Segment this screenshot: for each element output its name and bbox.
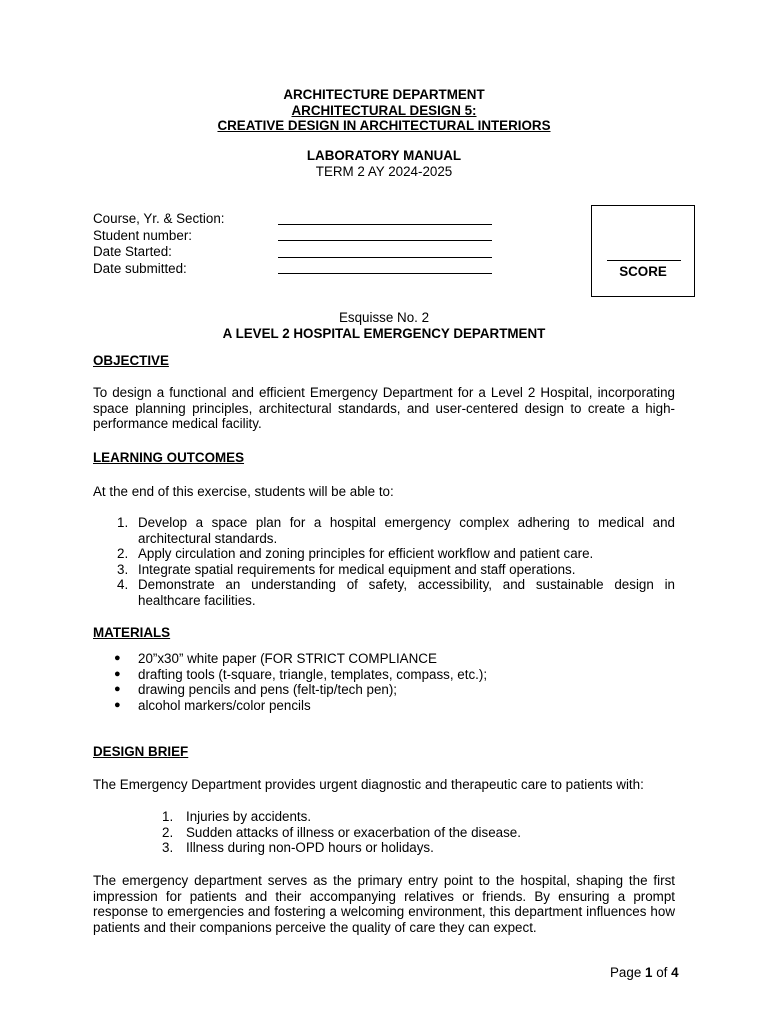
list-item: 3. Integrate spatial requirements for medical equipment and staff operations. [117,561,576,577]
esquisse-number: Esquisse No. 2 [338,310,430,325]
info-row-date-started [93,243,513,260]
page-word: Page [610,965,642,980]
list-item: 4. Demonstrate an understanding of safety, accessibility, and sustainable design in healthcare facilities. [117,577,675,608]
department-name: ARCHITECTURE DEPARTMENT [283,87,485,102]
list-item: 3. Illness during non-OPD hours or holidays. [162,840,434,856]
info-row-course [93,210,513,227]
document-header [0,87,768,134]
total-pages: 4 [671,965,679,980]
list-item: 1. Injuries by accidents. [162,809,312,824]
design-brief-heading: DESIGN BRIEF [93,744,189,759]
materials-list [93,651,675,713]
objective-heading: OBJECTIVE [93,353,169,368]
list-item: ● drawing pencils and pens (felt-tip/tech pen); [93,682,675,698]
list-item: 1. Develop a space plan for a hospital emergency complex adhering to medical and architectural standards. [117,515,675,546]
design-brief-closing: The emergency department serves as the primary entry point to the hospital, shaping the first impression for patients and their accompanying relatives or friends. By ensuring a prompt response to emergencies and fostering a welcoming environment, this department influences how patients and their companions perceive the quality of care they can expect. [93,873,675,935]
esquisse-title: A LEVEL 2 HOSPITAL EMERGENCY DEPARTMENT [222,325,546,341]
score-box [591,205,695,297]
esquisse-title-block [0,310,768,341]
student-info-fields [93,210,513,276]
blank-line [278,229,492,241]
learning-outcomes-list [93,515,675,609]
bullet-icon: ● [114,667,121,680]
of-word: of [656,965,668,980]
list-item: 2. Sudden attacks of illness or exacerbation of the disease. [162,824,521,840]
bullet-icon: ● [114,683,121,696]
course-subtitle: CREATIVE DESIGN IN ARCHITECTURAL INTERIORS [217,118,551,134]
info-label: Course, Yr. & Section: [93,211,225,226]
blank-line [278,246,492,258]
current-page: 1 [645,965,653,980]
info-label: Date Started: [93,244,172,260]
learning-outcomes-heading: LEARNING OUTCOMES [93,450,245,465]
manual-title-block [0,148,768,179]
list-item: ● drafting tools (t-square, triangle, templates, compass, etc.); [93,667,675,683]
score-blank-line [607,260,681,261]
course-name: ARCHITECTURAL DESIGN 5: [291,102,477,118]
manual-title: LABORATORY MANUAL [306,148,462,163]
bullet-icon: ● [114,698,121,711]
design-brief-list [162,809,521,856]
list-item: ● alcohol markers/color pencils [93,698,675,714]
objective-text: To design a functional and efficient Emergency Department for a Level 2 Hospital, incorporating space planning principles, architectural standards, and user-centered design to create a high-performance medical facility. [93,385,675,432]
materials-heading: MATERIALS [93,625,171,640]
learning-outcomes-intro: At the end of this exercise, students will be able to: [93,484,394,499]
list-item: 2. Apply circulation and zoning principles for efficient workflow and patient care. [117,546,594,562]
list-item: ● 20”x30” white paper (FOR STRICT COMPLIANCE [93,651,675,667]
info-label: Student number: [93,227,193,243]
blank-line [278,262,492,274]
info-row-date-submitted [93,260,513,277]
blank-line [278,213,492,225]
page-number [610,965,690,981]
bullet-icon: ● [114,652,121,664]
info-label: Date submitted: [93,260,187,276]
score-label: SCORE [619,264,667,279]
term-label: TERM 2 AY 2024-2025 [315,163,453,179]
design-brief-intro: The Emergency Department provides urgent diagnostic and therapeutic care to patients with: [93,777,644,792]
info-row-student-number [93,227,513,244]
